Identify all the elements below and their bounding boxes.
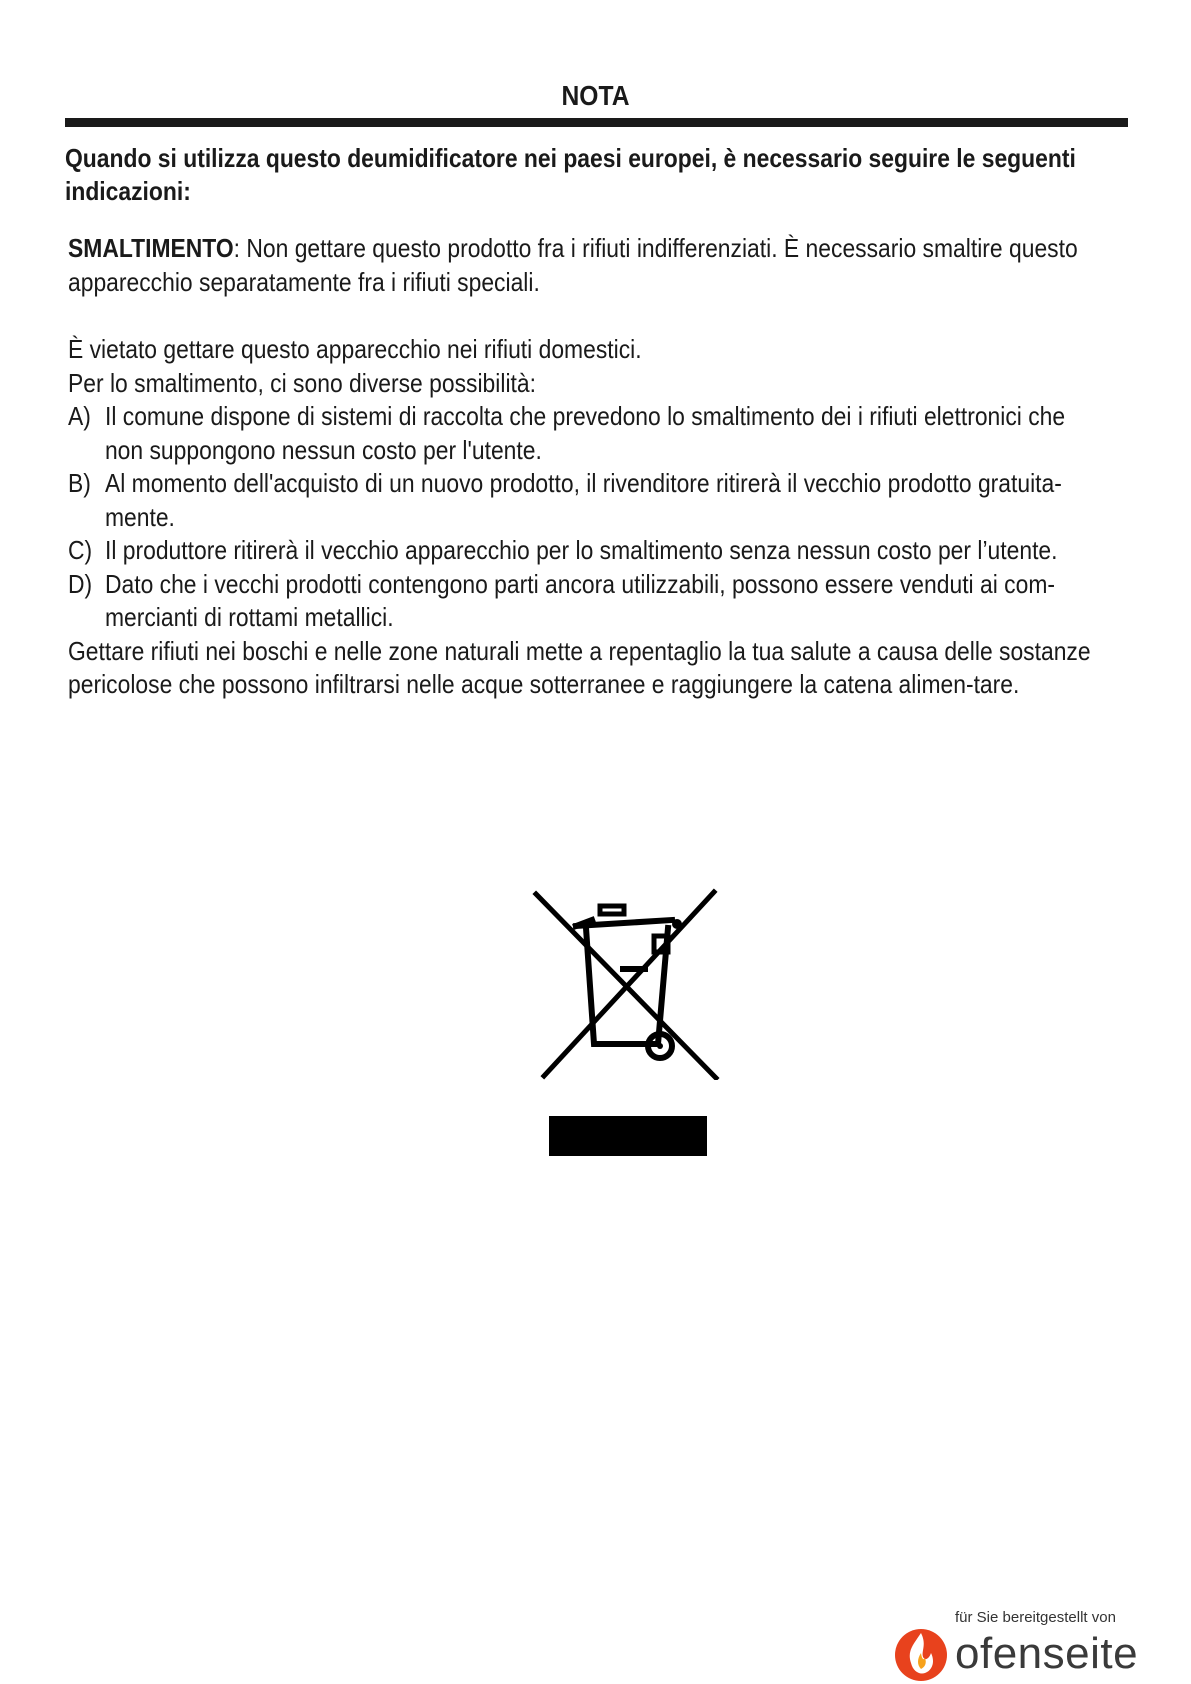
list-item-label: D): [68, 568, 93, 599]
disposal-paragraph: [68, 232, 1124, 299]
intro-text: Quando si utilizza questo deumidificatore nei paesi europei, è necessario seguire le seguenti indicazioni:: [65, 143, 1076, 206]
list-item-label: A): [68, 401, 91, 431]
list-item-text-cont: non suppongono nessun costo per l'utente.: [104, 434, 542, 465]
paragraph-2: Per lo smaltimento, ci sono diverse possibilità:: [68, 367, 536, 398]
list-item-text: Dato che i vecchi prodotti contengono parti ancora utilizzabili, possono essere venduti ai com-: [104, 568, 1056, 599]
brand-name: ofenseite: [955, 1629, 1139, 1678]
header-rule: [65, 118, 1128, 127]
crossed-out-wheelie-bin-icon: [530, 880, 720, 1080]
list-item-text: Il comune dispone di sistemi di raccolta che prevedono lo smaltimento dei i rifiuti elettronici che: [104, 401, 1066, 431]
list-item-text-cont: mercianti di rottami metallici.: [104, 602, 394, 632]
weee-underline-bar: [549, 1116, 707, 1156]
list-item: [68, 400, 1124, 434]
list-item: [68, 534, 1124, 568]
page-title: NOTA: [561, 80, 630, 111]
list-item-cont: [68, 501, 1124, 535]
list-item-label: B): [68, 468, 91, 498]
list-item-cont: [68, 434, 1124, 468]
disposal-text: : Non gettare questo prodotto fra i rifiuti indifferenziati. È necessario smaltire questo apparecchio separatamente fra i rifiuti speciali.: [68, 233, 1078, 297]
list-item: [68, 568, 1124, 602]
list-item-cont: [68, 601, 1124, 635]
footer-caption: für Sie bereitgestellt von: [955, 1609, 1116, 1626]
disposal-label: SMALTIMENTO: [68, 233, 234, 263]
list-item-text: Il produttore ritirerà il vecchio apparecchio per lo smaltimento senza nessun costo per l’utente.: [104, 535, 1058, 565]
list-item-text-cont: mente.: [104, 501, 175, 532]
closing-paragraph: Gettare rifiuti nei boschi e nelle zone naturali mette a repentaglio la tua salute a causa delle sostanze pericolose che possono infiltrarsi nelle acque sotterranee e raggiungere la catena alimen-tare.: [68, 635, 1091, 699]
list-item-label: C): [68, 535, 93, 565]
list-item-text: Al momento dell'acquisto di un nuovo prodotto, il rivenditore ritirerà il vecchio prodotto gratuita-: [104, 468, 1062, 498]
flame-icon: [893, 1625, 949, 1683]
ofenseite-logo: [893, 1625, 1138, 1683]
list-item: [68, 467, 1124, 501]
paragraph-1: È vietato gettare questo apparecchio nei rifiuti domestici.: [68, 334, 642, 364]
body-text: [68, 232, 1124, 702]
